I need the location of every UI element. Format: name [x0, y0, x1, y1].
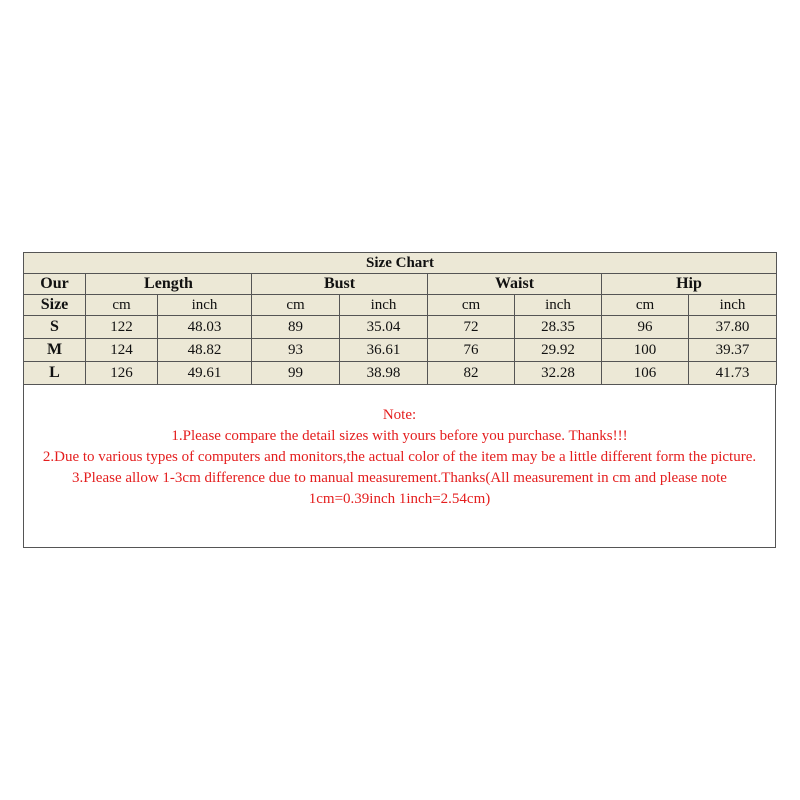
group-header-row: [24, 274, 777, 295]
table-cell: 48.03: [158, 316, 252, 339]
table-cell: 29.92: [515, 339, 602, 362]
table-cell: 126: [86, 362, 158, 385]
unit-header-row: [24, 295, 777, 316]
unit-cell: inch: [515, 295, 602, 316]
note-heading: Note:: [382, 407, 417, 423]
unit-cell: inch: [689, 295, 777, 316]
table-cell: 82: [428, 362, 515, 385]
group-bust: Bust: [252, 274, 428, 295]
table-cell: 38.98: [340, 362, 428, 385]
table-cell: 93: [252, 339, 340, 362]
table-cell: 96: [602, 316, 689, 339]
table-cell: 124: [86, 339, 158, 362]
size-chart-container: [23, 252, 776, 548]
unit-cell: cm: [86, 295, 158, 316]
table-cell: 100: [602, 339, 689, 362]
table-cell: 37.80: [689, 316, 777, 339]
table-cell: 28.35: [515, 316, 602, 339]
unit-cell: cm: [252, 295, 340, 316]
size-header-top: Our: [24, 274, 86, 295]
table-cell: 122: [86, 316, 158, 339]
table-cell: 36.61: [340, 339, 428, 362]
table-cell: 72: [428, 316, 515, 339]
table-cell: 106: [602, 362, 689, 385]
table-cell: 32.28: [515, 362, 602, 385]
size-label: L: [24, 362, 86, 385]
note-line-2: 2.Due to various types of computers and monitors,the actual color of the item may be a little different form the picture.: [42, 449, 757, 465]
group-hip: Hip: [602, 274, 777, 295]
size-label: M: [24, 339, 86, 362]
group-length: Length: [86, 274, 252, 295]
unit-cell: inch: [158, 295, 252, 316]
table-cell: 41.73: [689, 362, 777, 385]
size-label: S: [24, 316, 86, 339]
note-line-1: 1.Please compare the detail sizes with yours before you purchase. Thanks!!!: [171, 428, 628, 444]
size-header-bottom: Size: [24, 295, 86, 316]
size-chart-table: [23, 252, 777, 385]
table-cell: 76: [428, 339, 515, 362]
unit-cell: cm: [428, 295, 515, 316]
note-line-3: 3.Please allow 1-3cm difference due to manual measurement.Thanks(All measurement in cm and please note 1cm=0.39inch 1inch=2.54cm): [72, 470, 727, 507]
table-row: [24, 339, 777, 362]
table-cell: 89: [252, 316, 340, 339]
table-cell: 49.61: [158, 362, 252, 385]
size-chart-title: Size Chart: [24, 253, 777, 274]
unit-cell: cm: [602, 295, 689, 316]
table-cell: 48.82: [158, 339, 252, 362]
table-row: [24, 362, 777, 385]
unit-cell: inch: [340, 295, 428, 316]
table-cell: 39.37: [689, 339, 777, 362]
group-waist: Waist: [428, 274, 602, 295]
notes-panel: [23, 385, 776, 548]
title-row: [24, 253, 777, 274]
table-cell: 99: [252, 362, 340, 385]
table-cell: 35.04: [340, 316, 428, 339]
table-row: [24, 316, 777, 339]
